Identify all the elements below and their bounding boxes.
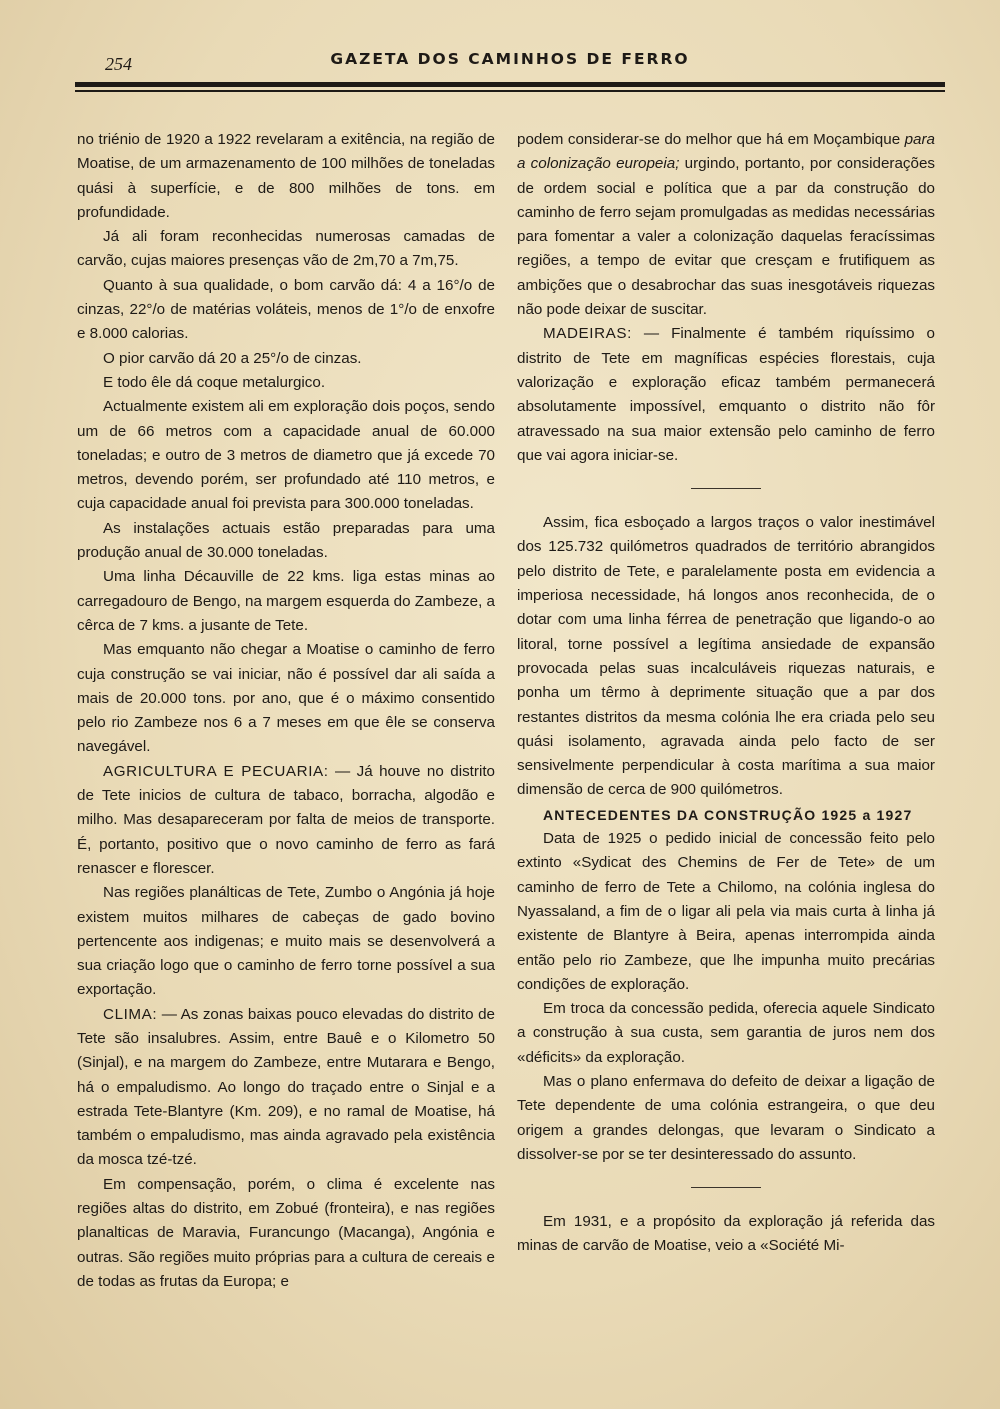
paragraph: no triénio de 1920 a 1922 revelaram a exitência, na região de Moatise, de um armazenamento de 100 milhões de toneladas quási à superfície, e de 800 milhões de tons. em profundidade. bbox=[77, 131, 495, 221]
journal-title: GAZETA DOS CAMINHOS DE FERRO bbox=[330, 50, 690, 68]
paragraph: O pior carvão dá 20 a 25°/o de cinzas. bbox=[103, 349, 362, 367]
paragraph-clima bbox=[77, 1003, 495, 1173]
paragraph: As instalações actuais estão preparadas para uma produção anual de 30.000 toneladas. bbox=[77, 519, 495, 562]
paragraph: Mas emquanto não chegar a Moatise o caminho de ferro cuja construção se vai iniciar, não é possível dar ali saída a mais de 20.000 tons. por ano, que é o máximo consentido pelo rio Zambeze nos 6 a 7 meses em que êle se conserva navegável. bbox=[77, 641, 495, 756]
paragraph-text: urgindo, portanto, por considerações de ordem social e política que a par da construção do caminho de ferro sejam promulgadas as medidas necessárias para fomentar a valer a colonização daquelas feracíssimas regiões, a tempo de evitar que cresçam e frutifiquem as ambições que o desabrochar das suas inesgotáveis riquezas não pode deixar de suscitar. bbox=[517, 155, 935, 319]
paragraph-agricultura bbox=[77, 760, 495, 881]
paragraph: Mas o plano enfermava do defeito de deixar a ligação de Tete dependente de uma colónia estrangeira, o que deu origem a grandes delongas, que levaram o Sindicato a dissolver-se por se ter desinteressado do assunto. bbox=[517, 1072, 935, 1163]
paragraph-text: podem considerar-se do melhor que há em Moçambique bbox=[517, 131, 905, 148]
paragraph: Já ali foram reconhecidas numerosas camadas de carvão, cujas maiores presenças vão de 2m,70 a 7m,75. bbox=[77, 228, 495, 270]
paragraph-text: — Já houve no distrito de Tete inicios de cultura de tabaco, borracha, algodão e milho. Mas desapareceram por falta de meios de transporte. É, portanto, positivo que o novo caminho de ferro as fará renascer e florescer. bbox=[77, 762, 495, 877]
label-agricultura: AGRICULTURA E PECUARIA: bbox=[103, 762, 329, 780]
paragraph bbox=[517, 128, 935, 322]
page-number: 254 bbox=[105, 54, 132, 74]
emphasis-text: para a colonização europeia; bbox=[517, 131, 935, 173]
label-clima: CLIMA: bbox=[103, 1005, 158, 1023]
paragraph: Actualmente existem ali em exploração dois poços, sendo um de 66 metros com a capacidade anual de 60.000 toneladas; e outro de 3 metros de diametro que já excede 70 metros, devendo porém, ser profundado até 110 metros, e cuja capacidade anual foi prevista para 300.000 toneladas. bbox=[77, 398, 495, 513]
paragraph: Assim, fica esboçado a largos traços o valor inestimável dos 125.732 quilómetros quadrados de território abrangidos pelo distrito de Tete, e paralelamente posta em evidencia a imperiosa necessidade, há longos anos reconhecida, de o dotar com uma linha férrea de penetração que ligando-o ao litoral, torne possível a legítima ansiedade de expansão provocada pelas suas incalculáveis riquezas naturais, e ponha um têrmo à deprimente situação que a par dos restantes distritos da mesma colónia lhe era criada pelo seu quási isolamento, agravada ainda pelo facto de ser sensivelmente perpendicular à costa marítima a sua maior dimensão de cerca de 900 quilómetros. bbox=[517, 514, 935, 799]
left-column bbox=[77, 128, 495, 1294]
section-separator bbox=[691, 1187, 761, 1188]
paragraph-text: — As zonas baixas pouco elevadas do distrito de Tete são insalubres. Assim, entre Bauê e o Kilometro 50 (Sinjal), e na margem do Zambeze, entre Mutarara e Bengo, há o empaludismo. Ao longo do traçado entre o Sinjal e a estrada Tete-Blantyre (Km. 209), e no ramal de Moatise, há também o empaludismo, mas ainda agravado pela existência da mosca tzé-tzé. bbox=[77, 1005, 495, 1169]
paragraph: Uma linha Décauville de 22 kms. liga estas minas ao carregadouro de Bengo, na margem esquerda do Zambeze, a cêrca de 7 kms. a jusante de Tete. bbox=[77, 568, 495, 634]
paragraph: E todo êle dá coque metalurgico. bbox=[103, 373, 326, 391]
header-rule-thick bbox=[75, 82, 945, 87]
section-heading: ANTECEDENTES DA CONSTRUÇÃO 1925 a 1927 bbox=[543, 806, 913, 823]
paragraph: Em compensação, porém, o clima é excelente nas regiões altas do distrito, em Zobué (fronteira), e nas regiões planalticas de Maravia, Furancungo (Macanga), Angónia e outras. São regiões muito próprias para a cultura de cereais e de todas as frutas da Europa; e bbox=[77, 1175, 495, 1290]
paragraph-text: — Finalmente é também riquíssimo o distrito de Tete em magníficas espécies florestais, cuja valorização e exploração eficaz também permanecerá absolutamente impossível, emquanto o distrito não fôr atravessado na sua maior extensão pelo caminho de ferro que vai agora iniciar-se. bbox=[517, 325, 935, 464]
label-madeiras: MADEIRAS: bbox=[543, 325, 632, 343]
section-separator bbox=[691, 488, 761, 489]
paragraph: Nas regiões planálticas de Tete, Zumbo o Angónia já hoje existem muitos milhares de cabeças de gado bovino pertencente aos indigenas; e muito mais se desenvolverá a sua criação logo que o caminho de ferro torne possível a sua exportação. bbox=[77, 884, 495, 999]
paragraph: Em 1931, e a propósito da exploração já referida das minas de carvão de Moatise, veio a «Société Mi- bbox=[517, 1213, 935, 1255]
page-header bbox=[75, 48, 945, 98]
paragraph: Quanto à sua qualidade, o bom carvão dá: 4 a 16°/o de cinzas, 22°/o de matérias voláteis, menos de 1°/o de enxofre e 8.000 calorias. bbox=[77, 276, 495, 343]
right-column bbox=[517, 128, 935, 1259]
header-rule-thin bbox=[75, 90, 945, 92]
paragraph-madeiras bbox=[517, 322, 935, 468]
paragraph: Data de 1925 o pedido inicial de concessão feito pelo extinto «Sydicat des Chemins de Fer de Tete» de um caminho de ferro de Tete a Chilomo, na colónia inglesa do Nyassaland, a fim de o ligar ali pela via mais curta à linha já existente de Blantyre à Beira, apenas interrompida ainda então pelo rio Zambeze, que lhe impunha muito precárias condições de exploração. bbox=[517, 830, 935, 993]
paragraph: Em troca da concessão pedida, oferecia aquele Sindicato a construção à sua custa, sem garantia de juros nem dos «déficits» da exploração. bbox=[517, 1000, 935, 1066]
